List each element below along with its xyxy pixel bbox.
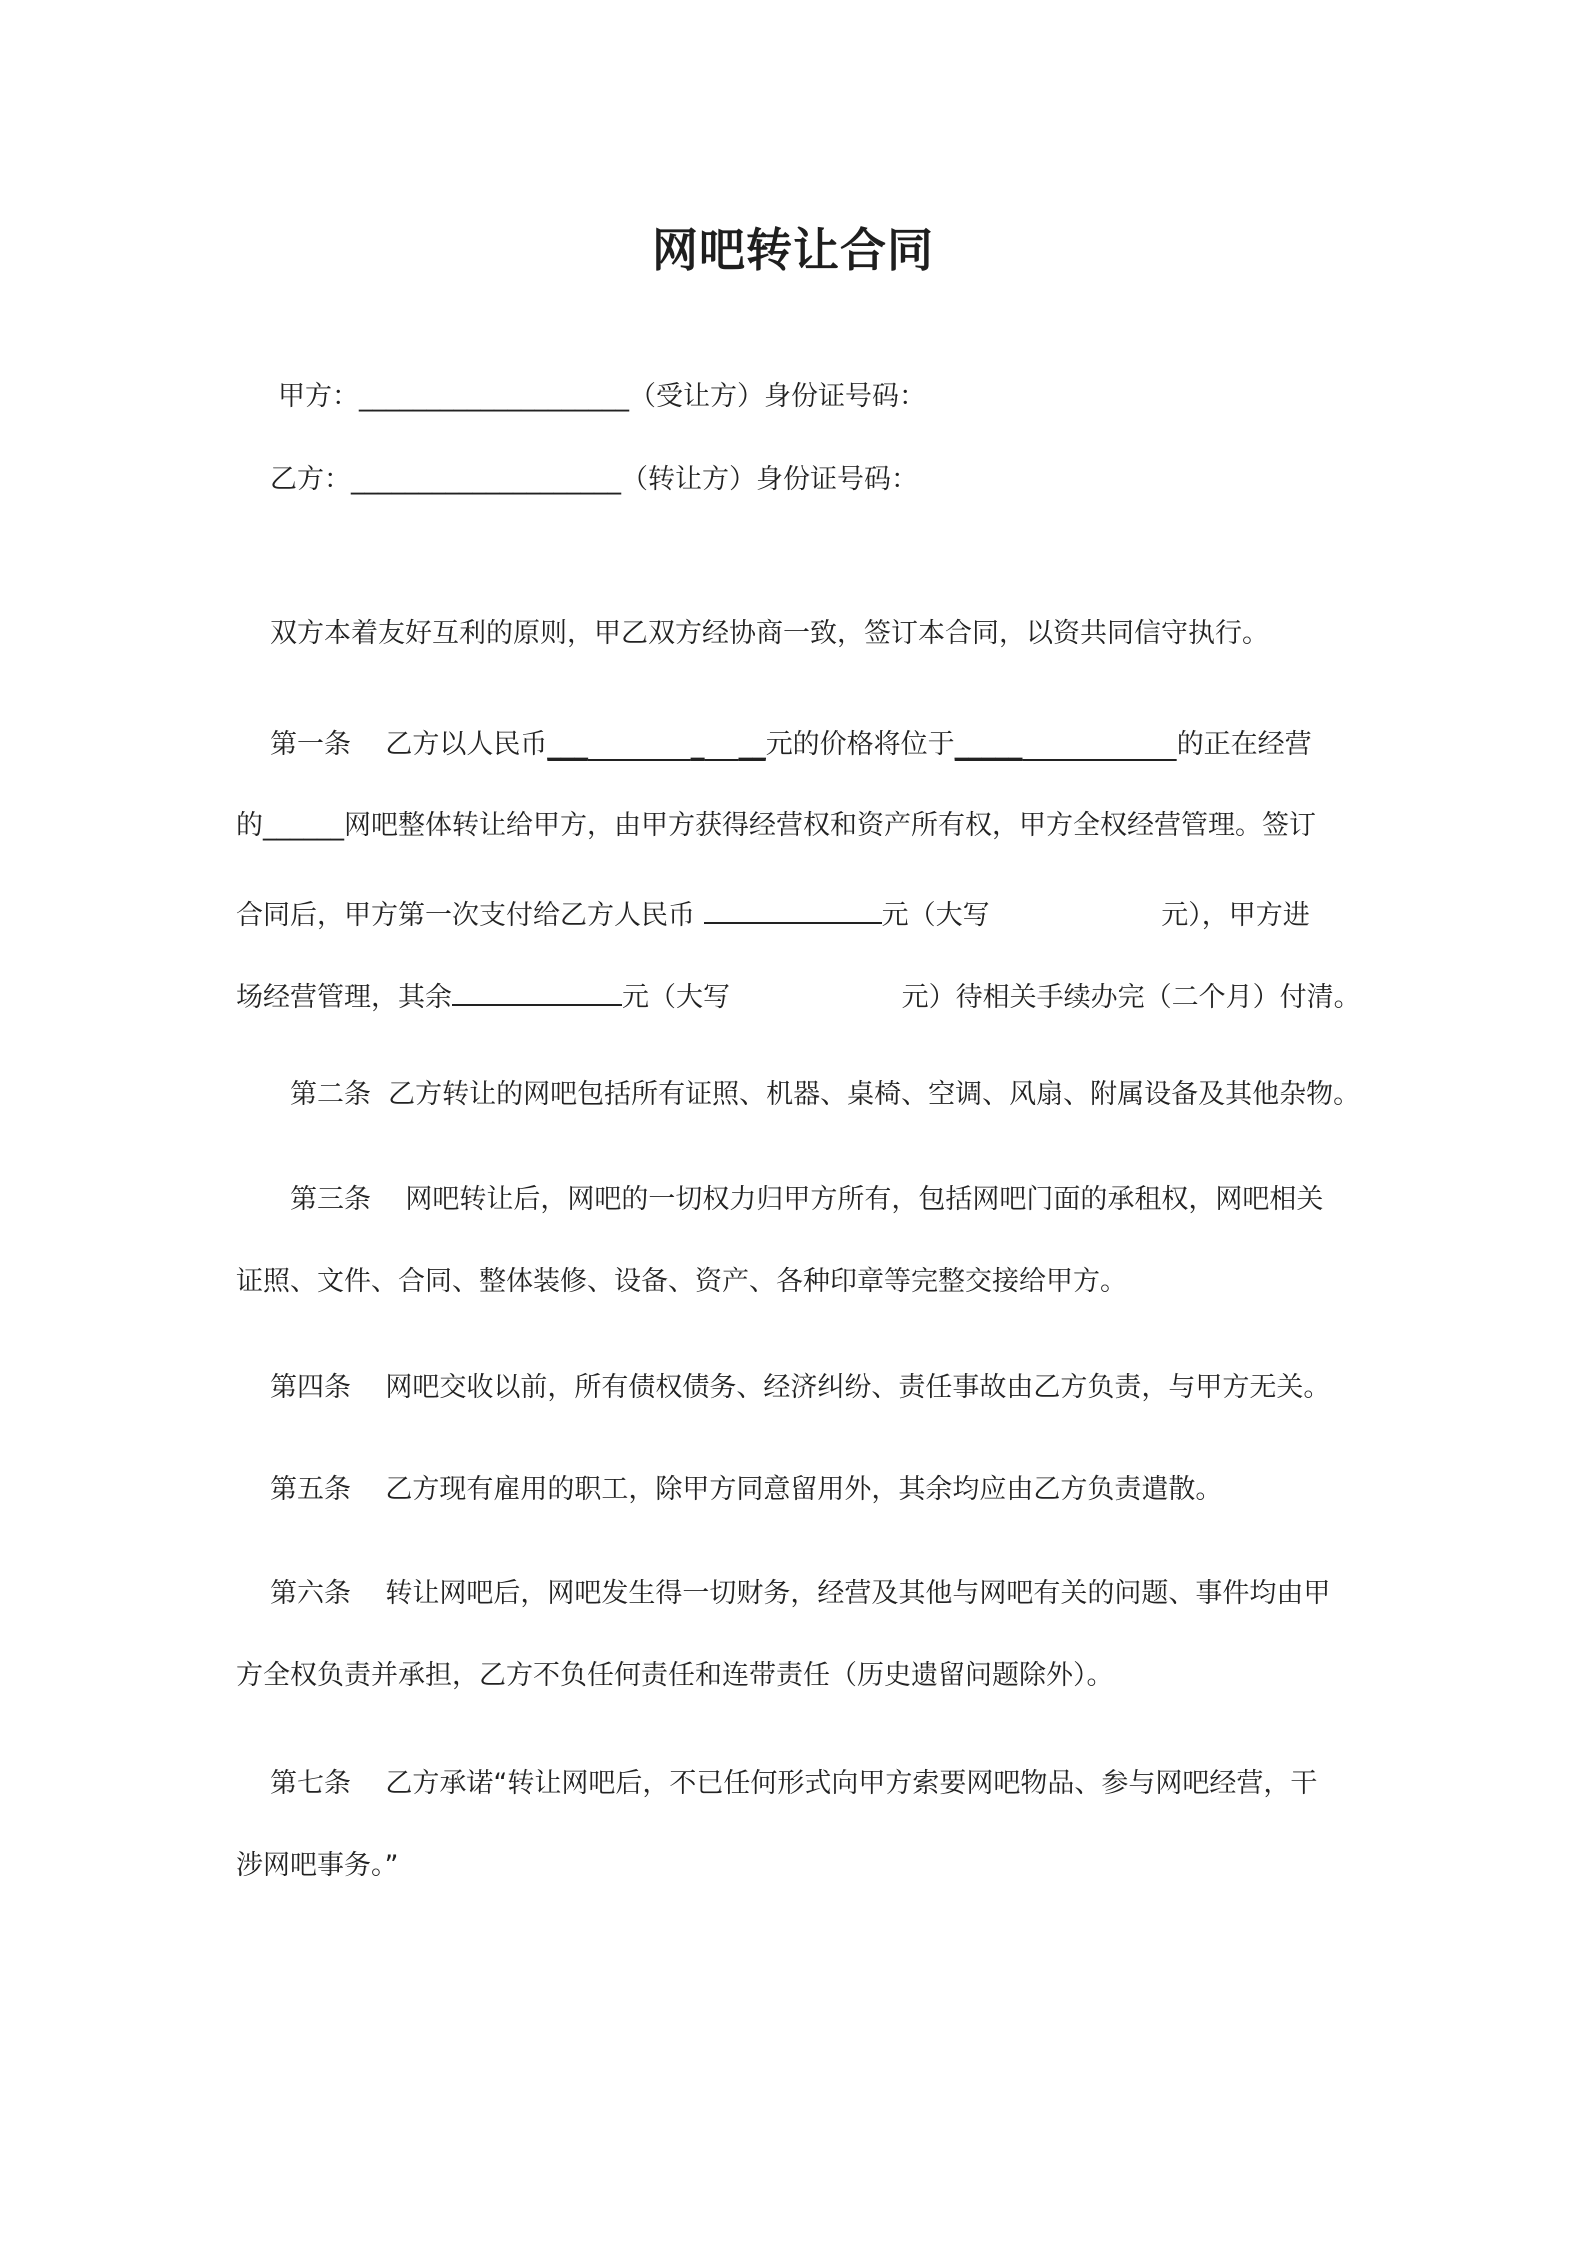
- article1-heading: 第一条: [270, 729, 351, 760]
- party-a-label: 甲方：: [278, 381, 359, 412]
- price-blank-part2: _: [690, 729, 705, 760]
- netcafe-name-blank: ______: [263, 810, 344, 841]
- article1-line2: [236, 806, 1316, 846]
- price-blank-part3: __: [738, 729, 766, 760]
- price-blank: [547, 729, 765, 760]
- article1-l2-text: 的: [236, 810, 263, 841]
- article1-line4: [236, 970, 1361, 1018]
- party-b-label: 乙方：: [270, 464, 351, 495]
- article1-text: 乙方以人民币: [385, 729, 548, 760]
- party-a-blank: ____________________: [359, 381, 629, 412]
- article6-line2: 方全权负责并承担，乙方不负任何责任和连带责任（历史遗留问题除外）。: [236, 1660, 1114, 1691]
- article1-text-2: 元的价格将位于: [765, 729, 955, 760]
- article1-text-3: 的正在经营: [1176, 729, 1312, 760]
- article1-line1: [270, 725, 1312, 765]
- article1-l4-text: 场经营管理，其余: [236, 982, 452, 1013]
- article3-line2: 证照、文件、合同、整体装修、设备、资产、各种印章等完整交接给甲方。: [236, 1266, 1127, 1297]
- price-blank-part1: ___: [547, 729, 588, 760]
- article6-line1: 第六条 转让网吧后，网吧发生得一切财务，经营及其他与网吧有关的问题、事件均由甲: [270, 1578, 1331, 1609]
- article1-l2-text-2: 网吧整体转让给甲方，由甲方获得经营权和资产所有权，甲方全权经营管理。签订: [344, 810, 1316, 841]
- article1-l3-text: 合同后，甲方第一次支付给乙方人民币: [236, 900, 695, 931]
- article5-paragraph: 第五条 乙方现有雇用的职工，除甲方同意留用外，其余均应由乙方负责遣散。: [270, 1474, 1223, 1505]
- intro-paragraph: 双方本着友好互利的原则，甲乙双方经协商一致，签订本合同，以资共同信守执行。: [270, 618, 1269, 649]
- location-blank-part: _____: [954, 729, 1023, 760]
- party-b-line: [270, 460, 918, 500]
- location-blank: [955, 729, 1177, 760]
- party-b-blank: ____________________: [351, 464, 621, 495]
- remaining-payment-blank: [452, 970, 622, 1006]
- party-b-role: （转让方）身份证号码：: [621, 464, 918, 495]
- article1-l4-text-3: 元）待相关手续办完（二个月）付清。: [901, 982, 1361, 1013]
- article7-line1: 第七条 乙方承诺“转让网吧后，不已任何形式向甲方索要网吧物品、参与网吧经营，干: [270, 1768, 1318, 1799]
- party-a-line: [278, 377, 926, 417]
- article3-line1: 第三条 网吧转让后，网吧的一切权力归甲方所有，包括网吧门面的承租权，网吧相关: [290, 1184, 1324, 1215]
- article1-line3: [236, 888, 1310, 936]
- article1-l3-text-2: 元（大写: [881, 900, 990, 931]
- article1-l4-text-2: 元（大写: [622, 982, 730, 1013]
- article4-paragraph: 第四条 网吧交收以前，所有债权债务、经济纠纷、责任事故由乙方负责，与甲方无关。: [270, 1372, 1331, 1403]
- first-payment-blank: [704, 888, 882, 924]
- article1-l3-text-3: 元），甲方进: [1161, 900, 1310, 931]
- document-title: 网吧转让合同: [652, 223, 934, 277]
- article7-line2: 涉网吧事务。”: [236, 1850, 399, 1881]
- article2-paragraph: 第二条 乙方转让的网吧包括所有证照、机器、桌椅、空调、风扇、附属设备及其他杂物。: [290, 1079, 1361, 1110]
- party-a-role: （受让方）身份证号码：: [629, 381, 926, 412]
